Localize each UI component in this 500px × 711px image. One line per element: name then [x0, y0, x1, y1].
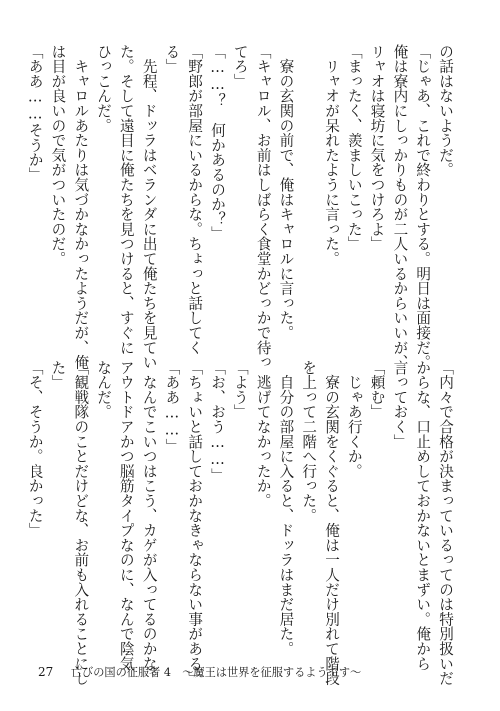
- text-line: を上って二階へ行った。: [300, 360, 318, 523]
- book-title: 亡びの国の征服者 4 ～魔王は世界を征服するようです～: [70, 666, 362, 679]
- text-line: からな、口止めしておかないとまずい。俺から: [414, 360, 432, 671]
- text-line: ひっこんだ。: [95, 44, 113, 133]
- text-line: リャオは寝坊に気をつけろよ」: [368, 44, 386, 252]
- text-line: じゃあ行くか。: [345, 360, 363, 479]
- text-line: 「お、おう……」: [209, 360, 227, 484]
- text-line: た」: [49, 360, 67, 390]
- text-line: 「そ、そうか。良かった」: [26, 360, 44, 538]
- text-line: 「よう」: [231, 360, 249, 420]
- text-line: てろ」: [231, 44, 249, 89]
- text-line: は目が良いので気がついたのだ。: [49, 44, 67, 266]
- text-line: た。そして遠目に俺たちを見つけると、すぐに: [117, 44, 135, 355]
- text-line: 言っておく」: [391, 360, 409, 449]
- page-footer: [38, 664, 361, 680]
- text-line: リャオが呆れたように言った。: [323, 44, 341, 266]
- text-line: [296, 44, 319, 344]
- text-line: る」: [163, 44, 181, 74]
- text-line: の話はないようだ。: [437, 44, 454, 178]
- text-line: アウトドアかつ脳筋タイプなのに、なんで陰気: [117, 360, 135, 671]
- text-line: 逃げてなかったか。: [254, 360, 272, 508]
- text-line: 寮の玄関の前で、俺はキャロルに言った。: [277, 44, 295, 340]
- text-line: 「野郎が部屋にいるからな。ちょっと話してく: [186, 44, 204, 355]
- page-number: 27: [38, 665, 54, 679]
- text-line: 自分の部屋に入ると、ドッラはまだ居た。: [277, 360, 295, 656]
- text-line: なんだ。: [95, 360, 113, 420]
- text-line: 「ちょいと話しておかなきゃならない事がある」: [186, 360, 204, 686]
- text-line: 「ああ……そうか」: [26, 44, 44, 182]
- text-line: 「……？ 何かあるのか？」: [209, 44, 227, 242]
- text-line: 「内々で合格が決まっているってのは特別扱いだ: [437, 360, 454, 686]
- text-line: 「キャロル、お前はしばらく食堂かどっかで待っ: [254, 44, 272, 370]
- text-line: 先程、ドッラはベランダに出て俺たちを見てい: [140, 44, 158, 370]
- text-line: なんでこいつはこう、カゲが入ってるのかな。: [140, 360, 158, 686]
- text-line: 寮の玄関をくぐると、俺は一人だけ別れて階段: [323, 360, 341, 686]
- text-line: 俺は寮内にしっかりものが二人いるからいいが、: [391, 44, 409, 370]
- text-line: 「じゃあ、これで終わりとする。明日は面接だ。: [414, 44, 432, 370]
- text-line: 「ああ……」: [163, 360, 181, 454]
- text-line: 「まったく、羨ましいこった」: [345, 44, 363, 252]
- text-line: 「頼む」: [368, 360, 386, 420]
- text-line: キャロルあたりは気づかなかったようだが、俺: [72, 44, 90, 370]
- upper-text-block: [26, 44, 456, 370]
- text-line: 「観戦隊のことだけどな、お前も入れることにし: [72, 360, 90, 686]
